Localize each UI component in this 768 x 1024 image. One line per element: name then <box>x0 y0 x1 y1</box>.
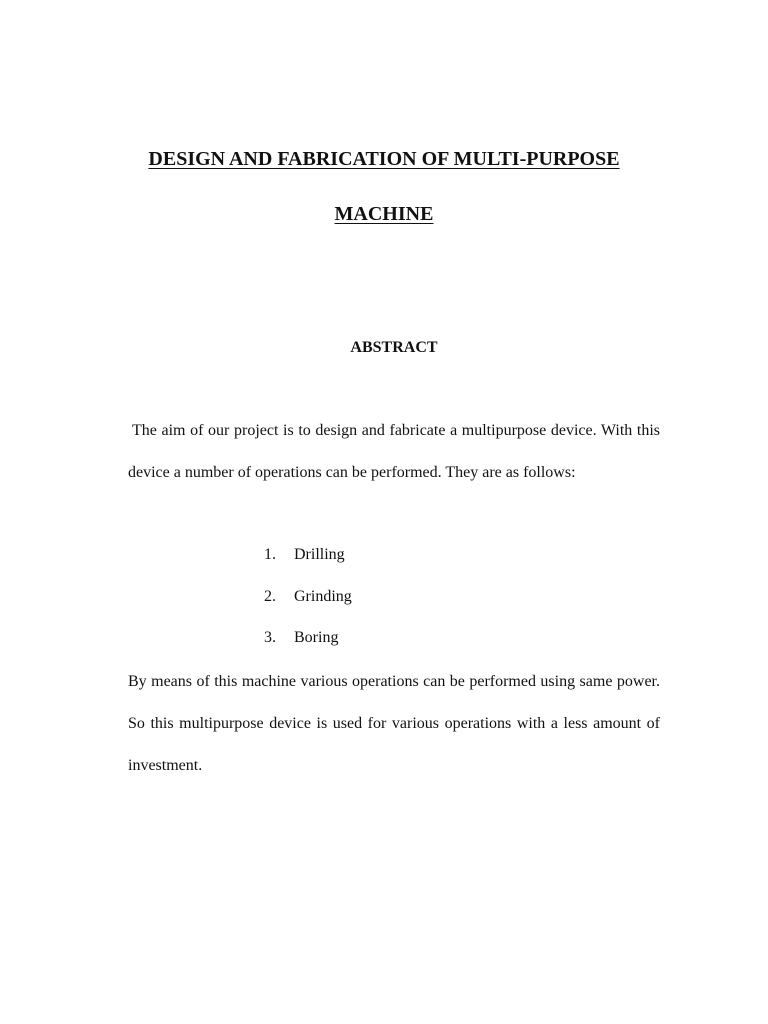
intro-paragraph <box>128 410 660 494</box>
abstract-heading: ABSTRACT <box>350 339 438 356</box>
list-item-label: Drilling <box>294 546 345 563</box>
intro-paragraph-text: The aim of our project is to design and fabricate a multipurpose device. With this device a number of operations can be performed. They are as follows: <box>128 422 660 481</box>
list-item-number: 3. <box>264 629 276 646</box>
document-title-line-2: MACHINE <box>334 203 434 225</box>
list-item-grinding <box>264 588 352 606</box>
list-item-label: Boring <box>294 629 339 646</box>
document-title-line-1: DESIGN AND FABRICATION OF MULTI-PURPOSE <box>148 148 620 170</box>
closing-paragraph: By means of this machine various operations can be performed using same power. So this multipurpose device is used for various operations with a less amount of investment. <box>128 673 660 774</box>
list-item-number: 2. <box>264 588 276 605</box>
list-item-boring <box>264 629 338 647</box>
list-item-label: Grinding <box>294 588 352 605</box>
list-item-drilling <box>264 546 345 564</box>
list-item-number: 1. <box>264 546 276 563</box>
